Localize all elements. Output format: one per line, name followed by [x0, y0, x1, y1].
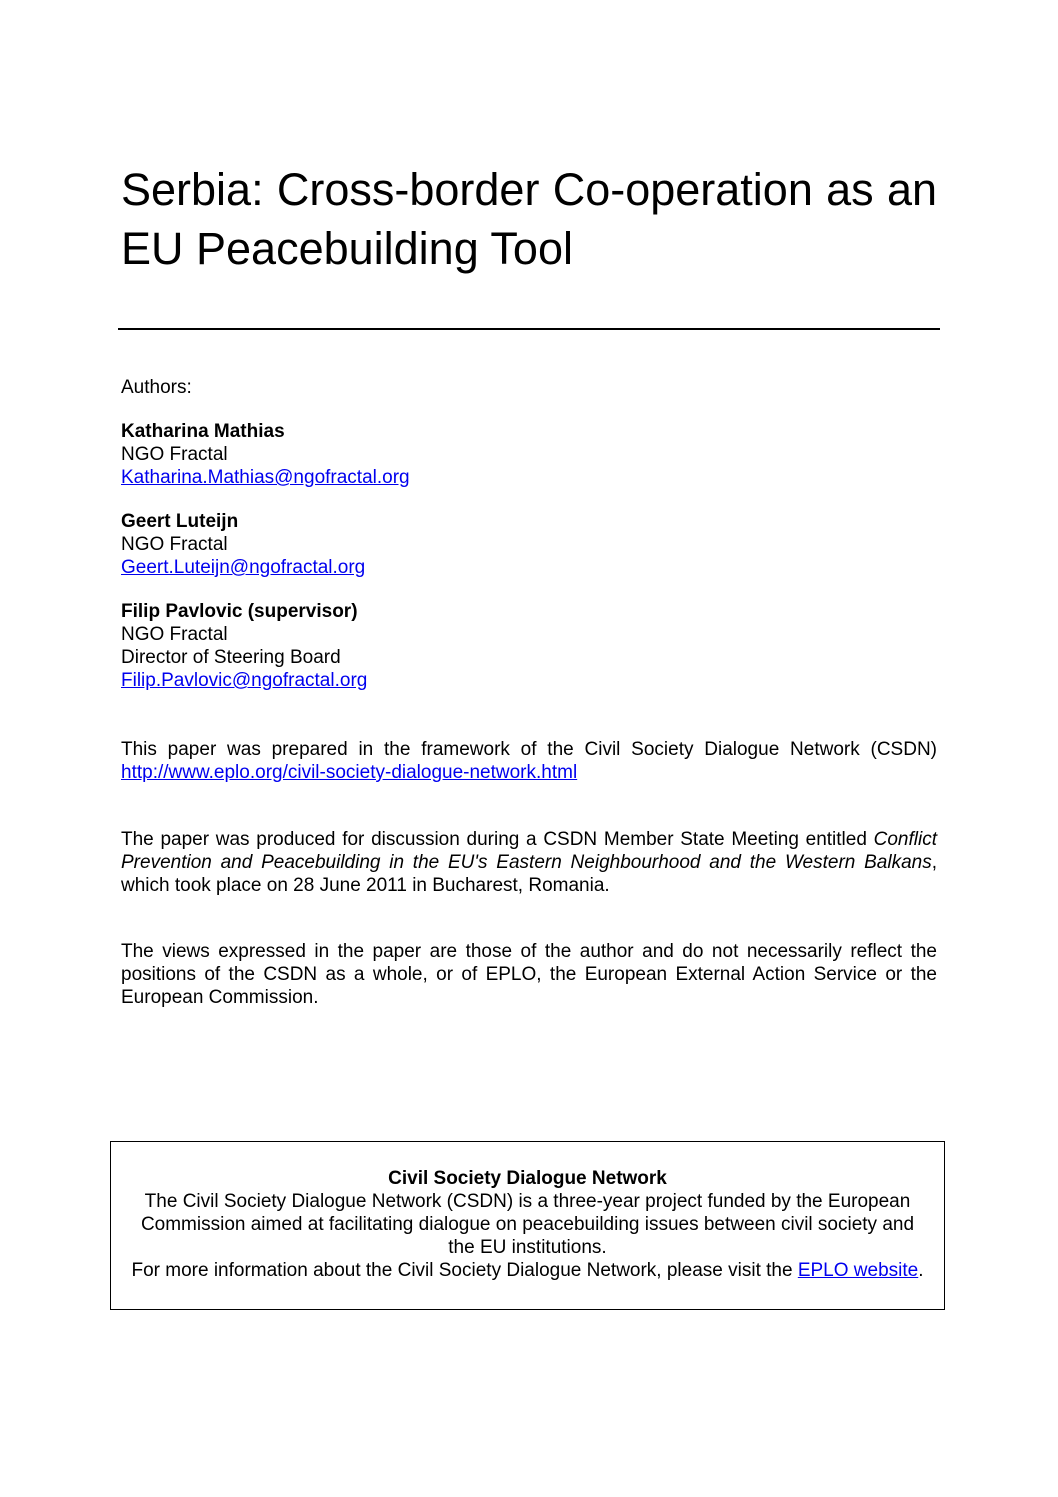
- author-email-link[interactable]: Filip.Pavlovic@ngofractal.org: [121, 670, 368, 691]
- discussion-paragraph: [121, 828, 937, 897]
- csdn-box-line: the EU institutions.: [448, 1237, 607, 1258]
- authors-heading: Authors:: [121, 377, 192, 398]
- csdn-box-line: Commission aimed at facilitating dialogue on peacebuilding issues between civil society and: [140, 1214, 915, 1235]
- author-name: Geert Luteijn: [121, 511, 239, 532]
- csdn-box-more-info: [111, 1259, 944, 1282]
- author-email-link[interactable]: Geert.Luteijn@ngofractal.org: [121, 557, 366, 578]
- author-entry: [121, 600, 937, 692]
- author-entry: [121, 510, 937, 579]
- discussion-text-before: The paper was produced for discussion during a CSDN Member State Meeting entitled: [121, 829, 874, 850]
- discussion-text-after: , which took place on 28 June 2011 in Bucharest, Romania.: [121, 852, 937, 896]
- author-organisation: NGO Fractal: [121, 444, 228, 465]
- author-name: Filip Pavlovic (supervisor): [121, 601, 358, 622]
- framework-text: This paper was prepared in the framework of the Civil Society Dialogue Network (CSDN): [121, 739, 937, 760]
- csdn-box-heading: Civil Society Dialogue Network: [388, 1168, 667, 1189]
- csdn-info-box: [110, 1141, 945, 1310]
- csdn-url-link[interactable]: http://www.eplo.org/civil-society-dialogue-network.html: [121, 762, 578, 783]
- author-organisation: NGO Fractal: [121, 624, 228, 645]
- framework-paragraph: [121, 738, 937, 784]
- author-email-link[interactable]: Katharina.Mathias@ngofractal.org: [121, 467, 410, 488]
- title-divider: [118, 328, 940, 330]
- author-role: Director of Steering Board: [121, 647, 341, 668]
- csdn-box-line: The Civil Society Dialogue Network (CSDN) is a three-year project funded by the European: [144, 1191, 911, 1212]
- meeting-title: Conflict Prevention and Peacebuilding in the EU's Eastern Neighbourhood and the Western Balkans: [121, 829, 937, 873]
- disclaimer-paragraph: The views expressed in the paper are those of the author and do not necessarily reflect the positions of the CSDN as a whole, or of EPLO, the European External Action Service or the European Commission.: [121, 941, 937, 1008]
- author-organisation: NGO Fractal: [121, 534, 228, 555]
- eplo-website-link[interactable]: EPLO website: [797, 1260, 919, 1281]
- author-name: Katharina Mathias: [121, 421, 285, 442]
- page-title: Serbia: Cross-border Co-operation as an EU Peacebuilding Tool: [121, 164, 937, 274]
- more-info-period: .: [918, 1260, 924, 1281]
- author-entry: [121, 420, 937, 489]
- more-info-text: For more information about the Civil Society Dialogue Network, please visit the: [131, 1260, 798, 1281]
- authors-section: [121, 376, 937, 399]
